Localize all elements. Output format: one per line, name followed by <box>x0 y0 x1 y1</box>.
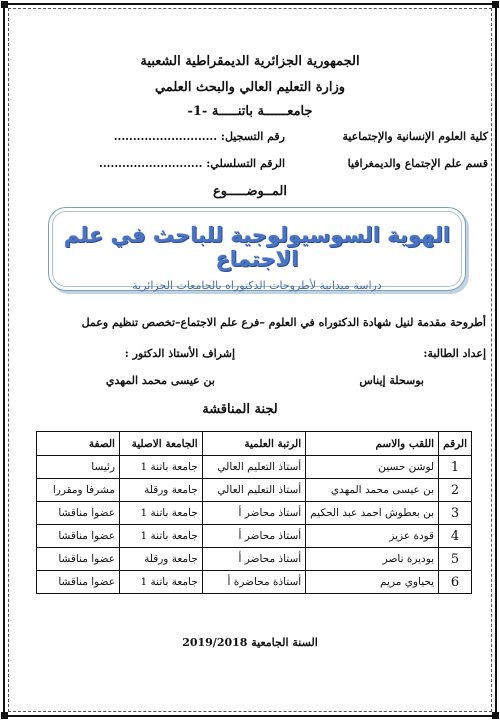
department-label: قسم علم الإجتماع والديمغرافيا <box>347 157 488 170</box>
row-num: 4 <box>439 525 472 548</box>
thesis-description: أطروحة مقدمة لنيل شهادة الدكتوراه في العلوم –فرع علم الاجتماع–تخصص تنظيم وعمل <box>81 316 486 329</box>
header-name: اللقب والاسم <box>306 432 439 456</box>
ministry-heading: وزارة التعليم العالي والبحث العلمي <box>154 80 346 95</box>
row-num: 3 <box>439 502 472 525</box>
committee-table <box>36 431 472 594</box>
supervisor-label: إشراف الأستاذ الدكتور : <box>124 347 235 360</box>
student-label: إعداد الطالبة: <box>423 347 486 360</box>
row-role: عضوا مناقشا <box>37 548 120 571</box>
header-rank: الرتبة العلمية <box>202 432 305 456</box>
row-name: بن عيسى محمد المهدي <box>306 479 439 502</box>
supervisor-name: بن عيسى محمد المهدي <box>105 374 215 387</box>
row-role: عضوا مناقشا <box>37 571 120 594</box>
row-role: رئيسا <box>37 456 120 479</box>
table-row <box>37 525 472 548</box>
thesis-subtitle: دراسة ميدانية لأطروحات الدكتوراه بالجامعات الجزائرية <box>132 279 382 292</box>
row-num: 5 <box>439 548 472 571</box>
row-role: عضوا مناقشا <box>37 525 120 548</box>
row-university: جامعة باتنة 1 <box>119 502 202 525</box>
registration-number: رقم التسجيل: ........................... <box>113 130 285 143</box>
republic-heading: الجمهورية الجزائرية الديمقراطية الشعبية <box>140 54 360 69</box>
border-corner <box>492 712 499 719</box>
row-rank: أستاذة محاضرة أ <box>202 571 305 594</box>
row-name: بن بعطوش احمد عبد الحكيم <box>306 502 439 525</box>
row-university: جامعة ورقلة <box>119 479 202 502</box>
table-row <box>37 456 472 479</box>
header-role: الصفة <box>37 432 120 456</box>
table-row <box>37 548 472 571</box>
row-university: جامعة باتنة 1 <box>119 525 202 548</box>
row-name: بوديرة ناصر <box>306 548 439 571</box>
table-row <box>37 571 472 594</box>
row-rank: أستاذ محاضر أ <box>202 548 305 571</box>
serial-number: الرقم التسلسلي: ........................... <box>99 157 285 170</box>
row-name: لوشن حسين <box>306 456 439 479</box>
row-name: قودة عزيز <box>306 525 439 548</box>
row-rank: أستاذ محاضر أ <box>202 525 305 548</box>
row-rank: أستاذ التعليم العالي <box>202 456 305 479</box>
border-corner <box>1 1 8 8</box>
row-university: جامعة باتنة 1 <box>119 456 202 479</box>
header-num: الرقم <box>439 432 472 456</box>
university-heading: جامعــــــة باتنـــــة -1- <box>187 104 313 119</box>
row-num: 1 <box>439 456 472 479</box>
row-university: جامعة ورقلة <box>119 548 202 571</box>
thesis-title-box <box>48 207 466 291</box>
row-rank: أستاذ التعليم العالي <box>202 479 305 502</box>
row-university: جامعة باتنة 1 <box>119 571 202 594</box>
faculty-label: كلية العلوم الإنسانية والإجتماعية <box>342 130 488 143</box>
student-name: بوسحلة إيناس <box>359 374 424 387</box>
committee-title: لجنة المناقشة <box>202 402 278 417</box>
subject-label: المــوضـــــوع <box>213 184 287 199</box>
border-corner <box>1 712 8 719</box>
table-row <box>37 479 472 502</box>
table-header-row <box>37 432 472 456</box>
header-university: الجامعة الاصلية <box>119 432 202 456</box>
row-role: مشرفا ومقررا <box>37 479 120 502</box>
thesis-title: الهوية السوسيولوجية للباحث في علم الاجتماع <box>63 223 451 271</box>
row-rank: أستاذ محاضر أ <box>202 502 305 525</box>
row-num: 2 <box>439 479 472 502</box>
border-corner <box>492 1 499 8</box>
academic-year: السنة الجامعية 2019/2018 <box>182 636 318 649</box>
row-num: 6 <box>439 571 472 594</box>
table-row <box>37 502 472 525</box>
row-role: عضوا مناقشا <box>37 502 120 525</box>
row-name: يحياوي مريم <box>306 571 439 594</box>
